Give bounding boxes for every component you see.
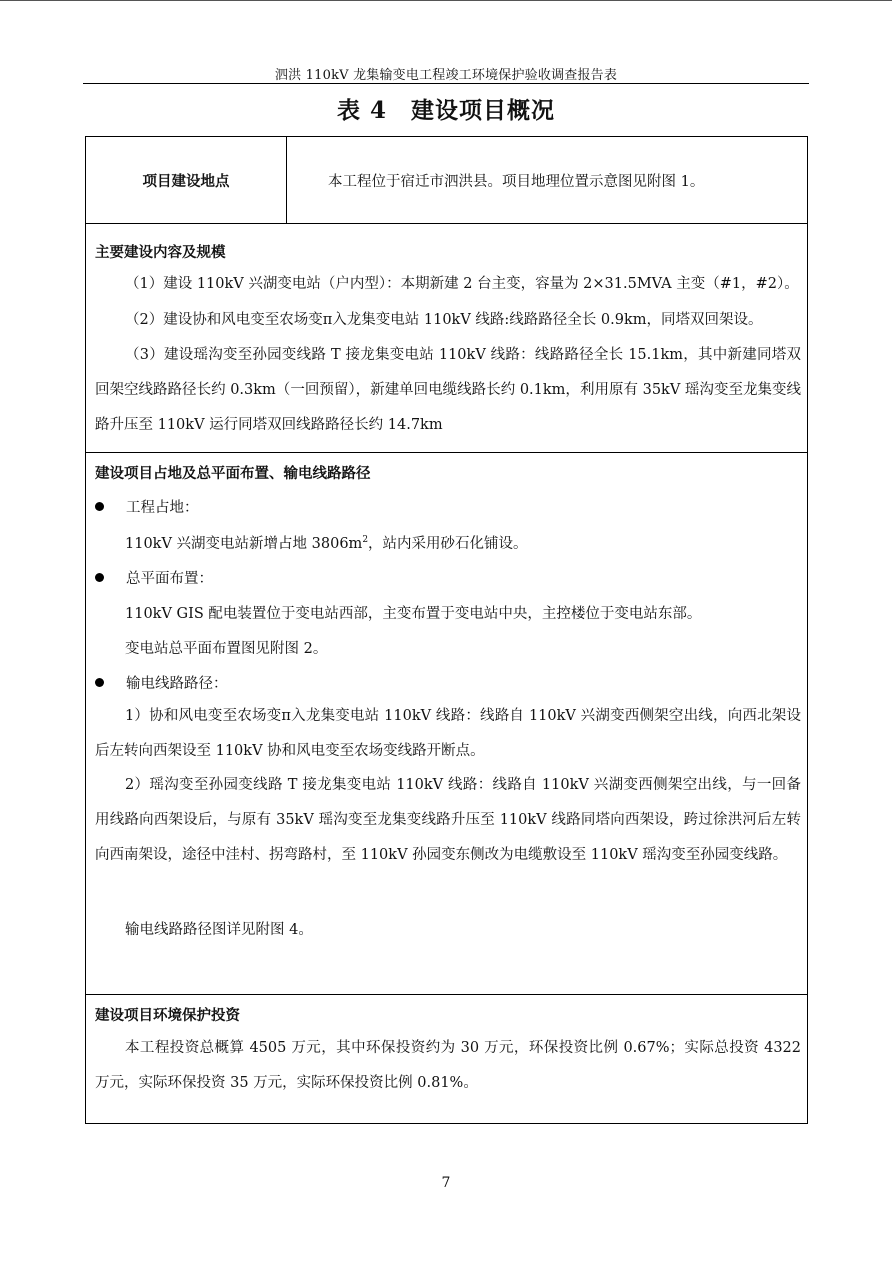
route-1-text: 1）协和风电变至农场变π入龙集变电站 110kV 线路：线路自 110kV 兴湖变西侧架空出线，向西北架设后左转向西架设至 110kV 协和风电变至农场变线路开断点。 xyxy=(95,708,801,759)
route-bullet-label: 输电线路路径： xyxy=(126,676,228,692)
scale-item-3: （3）建设瑶沟变至孙园变线路 T 接龙集变电站 110kV 线路：线路路径全长 15.1km，其中新建同塔双回架空线路路径长约 0.3km（一回预留），新建单回电缆线路长约 0.1km，利用原有 35kV 瑶沟变至龙集变线路升压至 110kV 运行同塔双回线路路径长约 14.7km xyxy=(95,347,801,433)
route-bullet-item xyxy=(95,672,228,693)
scale-section-title: 主要建设内容及规模 xyxy=(95,244,226,261)
land-text-prefix: 110kV 兴湖变电站新增占地 3806m xyxy=(125,536,363,552)
page-number: 7 xyxy=(441,1175,451,1191)
bullet-icon xyxy=(95,678,104,687)
header-rule xyxy=(83,83,809,84)
bullet-icon xyxy=(95,573,104,582)
table-title xyxy=(0,92,892,125)
plan-bullet-label: 总平面布置： xyxy=(126,571,213,587)
running-header: 泗洪 110kV 龙集输变电工程竣工环境保护验收调查报告表 xyxy=(274,68,618,83)
table-number: 表 4 xyxy=(336,97,387,124)
location-value xyxy=(288,138,806,223)
route-2-text: 2）瑶沟变至孙园变线路 T 接龙集变电站 110kV 线路：线路自 110kV 兴湖变西侧架空出线，与一回备用线路向西架设后，与原有 35kV 瑶沟变至龙集变线路升压至 110kV 线路同塔向西架设，跨过徐洪河后左转向西南架设，途径中洼村、拐弯路村，至 110kV 孙园变东侧改为电缆敷设至 110kV 瑶沟变至孙园变线路。 xyxy=(95,777,801,863)
scale-item-2: （2）建设协和风电变至农场变π入龙集变电站 110kV 线路:线路路径全长 0.9km，同塔双回架设。 xyxy=(125,312,763,328)
location-label: 项目建设地点 xyxy=(142,173,230,190)
investment-section-title: 建设项目环境保护投资 xyxy=(95,1007,240,1024)
investment-text: 本工程投资总概算 4505 万元，其中环保投资约为 30 万元，环保投资比例 0.67%；实际总投资 4322 万元，实际环保投资 35 万元，实际环保投资比例 0.81%。 xyxy=(95,1040,801,1091)
location-text: 本工程位于宿迁市泗洪县。项目地理位置示意图见附图 1。 xyxy=(328,174,705,190)
bullet-icon xyxy=(95,502,104,511)
land-bullet-item xyxy=(95,496,199,517)
plan-text-2: 变电站总平面布置图见附图 2。 xyxy=(125,641,328,657)
layout-section-title: 建设项目占地及总平面布置、输电线路路径 xyxy=(95,465,371,482)
scale-item-1: （1）建设 110kV 兴湖变电站（户内型）：本期新建 2 台主变，容量为 2×31.5MVA 主变（#1，#2）。 xyxy=(125,276,799,292)
row-divider-1 xyxy=(85,223,808,224)
label-column-divider xyxy=(286,136,287,224)
land-text-suffix: ，站内采用砂石化铺设。 xyxy=(368,536,528,552)
land-text-sup: 2 xyxy=(362,535,369,546)
land-bullet-label: 工程占地： xyxy=(126,500,199,516)
table-title-text: 建设项目概况 xyxy=(411,97,555,124)
land-text xyxy=(125,532,528,553)
row-divider-3 xyxy=(85,994,808,995)
plan-bullet-item xyxy=(95,567,213,588)
route-map-note: 输电线路路径图详见附图 4。 xyxy=(125,922,313,938)
page-top-border xyxy=(0,0,892,1)
row-divider-2 xyxy=(85,452,808,453)
plan-text-1: 110kV GIS 配电装置位于变电站西部，主变布置于变电站中央，主控楼位于变电站东部。 xyxy=(125,606,702,622)
